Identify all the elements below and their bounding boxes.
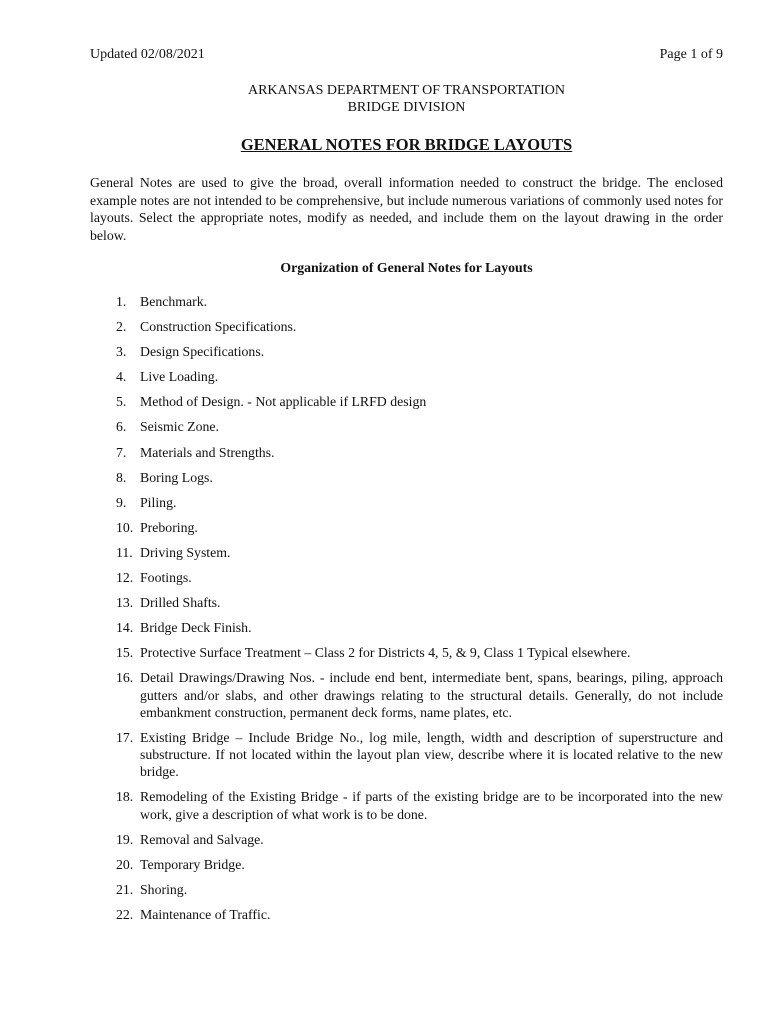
list-item-number: 11. xyxy=(116,544,133,560)
list-item-text: Design Specifications. xyxy=(140,344,265,360)
list-item xyxy=(90,856,723,873)
division-name: BRIDGE DIVISION xyxy=(347,100,466,115)
list-item xyxy=(90,418,723,435)
list-item-text: Footings. xyxy=(140,570,192,586)
list-item-number: 19. xyxy=(116,831,134,847)
list-item-text: Seismic Zone. xyxy=(140,419,219,435)
page-header xyxy=(90,47,723,63)
list-item xyxy=(90,343,723,360)
list-item-text: Bridge Deck Finish. xyxy=(140,620,252,636)
department-name: ARKANSAS DEPARTMENT OF TRANSPORTATION xyxy=(247,83,566,98)
list-item-number: 5. xyxy=(116,394,127,410)
list-item xyxy=(90,368,723,385)
organization-heading: Organization of General Notes for Layouts xyxy=(280,260,533,275)
department-heading xyxy=(90,82,723,116)
list-item-number: 16. xyxy=(116,670,134,686)
list-item-number: 1. xyxy=(116,294,127,309)
intro-paragraph: General Notes are used to give the broad, overall information needed to construct the bridge. The enclosed example notes are not intended to be comprehensive, but include numerous variations of commonly used notes for layouts. Select the appropriate notes, modify as needed, and include them on the layout drawing in the order below. xyxy=(90,175,723,243)
list-item-text: Method of Design. - Not applicable if LRFD design xyxy=(140,394,427,410)
notes-list xyxy=(90,293,723,931)
list-item-text: Driving System. xyxy=(140,544,231,560)
list-item xyxy=(90,729,723,781)
list-item-number: 15. xyxy=(116,645,134,661)
updated-date: Updated 02/08/2021 xyxy=(90,47,205,62)
list-item-number: 13. xyxy=(116,595,134,611)
list-item xyxy=(90,881,723,898)
list-item-number: 3. xyxy=(116,344,127,360)
list-item xyxy=(90,619,723,636)
list-item-number: 9. xyxy=(116,494,127,510)
list-item xyxy=(90,318,723,335)
list-item-text: Boring Logs. xyxy=(140,469,213,485)
list-item-number: 21. xyxy=(116,881,134,897)
list-item xyxy=(90,831,723,848)
list-item xyxy=(90,644,723,661)
list-item-text: Remodeling of the Existing Bridge - if parts of the existing bridge are to be incorporated into the new work, give a description of what work is to be done. xyxy=(140,789,723,822)
list-item-text: Construction Specifications. xyxy=(140,319,297,335)
list-item-text: Materials and Strengths. xyxy=(140,444,275,460)
list-item xyxy=(90,444,723,461)
list-item-text: Maintenance of Traffic. xyxy=(140,906,271,922)
list-item-text: Removal and Salvage. xyxy=(140,831,264,847)
list-item xyxy=(90,669,723,721)
list-item-text: Temporary Bridge. xyxy=(140,856,245,872)
list-item xyxy=(90,469,723,486)
list-item-number: 4. xyxy=(116,369,127,385)
list-item-number: 6. xyxy=(116,419,127,435)
list-item-text: Protective Surface Treatment – Class 2 for Districts 4, 5, & 9, Class 1 Typical elsewhere. xyxy=(140,645,631,661)
list-item-text: Shoring. xyxy=(140,881,188,897)
list-item-number: 17. xyxy=(116,729,134,745)
page-number: Page 1 of 9 xyxy=(659,47,723,62)
list-item-text: Drilled Shafts. xyxy=(140,595,221,611)
list-item xyxy=(90,906,723,923)
list-item-text: Piling. xyxy=(140,494,177,510)
list-item-number: 12. xyxy=(116,570,134,586)
list-item xyxy=(90,393,723,410)
list-item-number: 18. xyxy=(116,789,134,805)
list-item xyxy=(90,569,723,586)
list-item xyxy=(90,519,723,536)
list-item-number: 8. xyxy=(116,469,127,485)
list-item-number: 2. xyxy=(116,319,127,335)
list-item xyxy=(90,594,723,611)
list-item-text: Existing Bridge – Include Bridge No., log mile, length, width and description of superstructure and substructure. If not located within the layout plan view, describe where it is located relative to the new bridge. xyxy=(140,729,723,780)
list-item-number: 10. xyxy=(116,519,134,535)
list-item-number: 22. xyxy=(116,906,134,922)
list-item-number: 20. xyxy=(116,856,134,872)
list-item-text: Live Loading. xyxy=(140,369,219,385)
document-title: GENERAL NOTES FOR BRIDGE LAYOUTS xyxy=(240,135,573,154)
list-item-number: 7. xyxy=(116,444,127,460)
list-item-text: Preboring. xyxy=(140,519,198,535)
list-item-number: 14. xyxy=(116,620,134,636)
list-item xyxy=(90,544,723,561)
list-item xyxy=(90,788,723,822)
list-item-text: Detail Drawings/Drawing Nos. - include end bent, intermediate bent, spans, bearings, piling, approach gutters and/or slabs, and other drawings relating to the structural details. Generally, do not include embankment construction, permanent deck forms, name plates, etc. xyxy=(140,670,723,720)
list-item xyxy=(90,293,723,310)
list-item-text: Benchmark. xyxy=(140,294,208,309)
list-item xyxy=(90,494,723,511)
